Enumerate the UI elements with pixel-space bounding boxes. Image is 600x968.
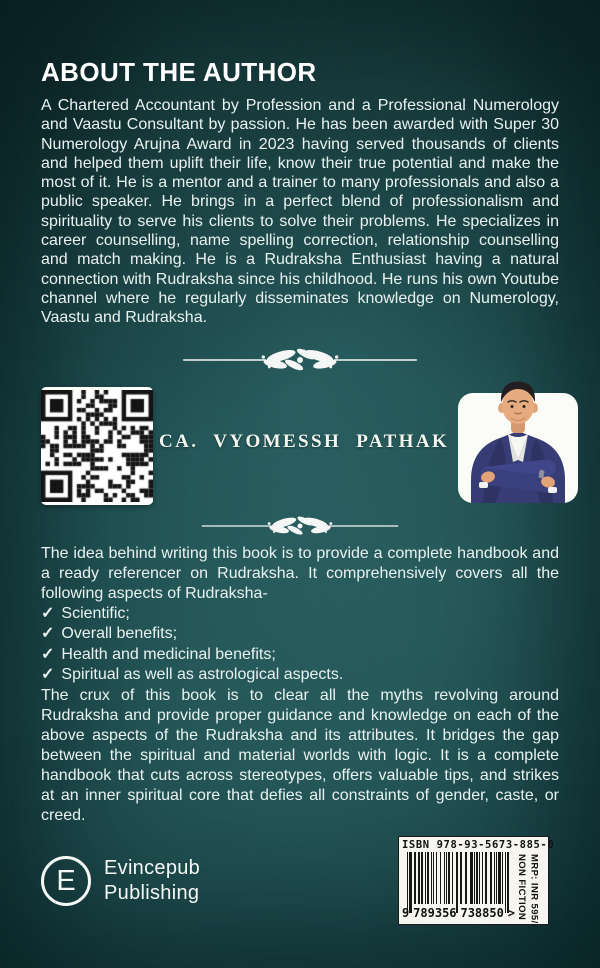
qr-code-pattern: [41, 390, 153, 502]
checklist-item-label: Overall benefits;: [61, 625, 178, 643]
author-name: CA. VYOMESSH PATHAK: [159, 430, 450, 452]
author-portrait-illustration: [455, 378, 581, 506]
checklist-item: [41, 604, 559, 625]
checklist-item-label: Health and medicinal benefits;: [61, 645, 276, 663]
barcode-bars: [402, 852, 515, 904]
author-photo: [455, 378, 581, 506]
isbn-barcode: [398, 836, 555, 928]
publisher-logo-letter: E: [56, 864, 76, 897]
publisher-logo: [41, 856, 200, 906]
publisher-name-line1: Evincepub: [104, 857, 201, 879]
feature-checklist: [41, 604, 559, 686]
flourish-ornament-icon: [181, 347, 419, 373]
flourish-divider-top: [41, 347, 559, 373]
checklist-item-label: Scientific;: [61, 604, 130, 622]
page-title: ABOUT THE AUTHOR: [41, 57, 317, 87]
checklist-item: [41, 645, 559, 666]
book-summary: [41, 544, 559, 826]
publisher-name-line2: Publishing: [104, 882, 200, 904]
flourish-ornament-icon: [200, 515, 400, 537]
check-icon: ✓: [41, 625, 55, 643]
publisher-logo-circle-icon: [41, 856, 91, 906]
checklist-item: [41, 624, 559, 645]
isbn-number: ISBN 978-93-5673-885-0: [402, 839, 555, 851]
book-summary-intro: The idea behind writing this book is to provide a complete handbook and a ready referencer on Rudraksha. It comprehensively covers all the following aspects of Rudraksha-: [41, 544, 559, 602]
publisher-name: [104, 856, 200, 906]
check-icon: ✓: [41, 645, 55, 663]
checklist-item: [41, 665, 559, 686]
flourish-divider-bottom: [41, 515, 559, 537]
barcode-digit-suffix: >: [507, 906, 515, 920]
mrp-vertical-label: MRP: INR 595/-: [528, 854, 540, 928]
category-vertical-label: NON FICTION: [516, 854, 527, 921]
barcode-digits: [402, 904, 515, 920]
check-icon: ✓: [41, 604, 55, 622]
checklist-item-label: Spiritual as well as astrological aspects.: [61, 666, 344, 684]
about-author-paragraph: A Chartered Accountant by Profession and a Professional Numerology and Vaastu Consultant by passion. He has been awarded with Super 30 Numerology Arujna Award in 2023 having served thousands of clients and helped them uplift their life, know their true potential and make the most of it. He is a mentor and a trainer to many professionals and also a public speaker. He brings in a perfect blend of professionalism and spirituality to serve his clients to solve their problems. He specializes in career counselling, name spelling correction, relationship counselling and match making. He is a Rudraksha Enthusiast having a natural connection with Rudraksha since his childhood. He runs his own Youtube channel where he regularly disseminates knowledge on Numerology, Vaastu and Rudraksha.: [41, 97, 559, 327]
barcode-digit-group2: 738850: [460, 906, 504, 920]
check-icon: ✓: [41, 666, 55, 684]
barcode-digit-group1: 789356: [413, 906, 457, 920]
barcode-digit-lead: 9: [402, 906, 410, 920]
qr-code: [41, 387, 153, 505]
book-summary-outro: The crux of this book is to clear all the myths revolving around Rudraksha and provide proper guidance and knowledge on each of the above aspects of the Rudraksha and its attributes. It bridges the gap between the spiritual and material worlds with logic. It is a complete handbook that cuts across stereotypes, offers valuable tips, and strikes at an inner spiritual core that defies all constraints of gender, caste, or creed.: [41, 686, 559, 824]
